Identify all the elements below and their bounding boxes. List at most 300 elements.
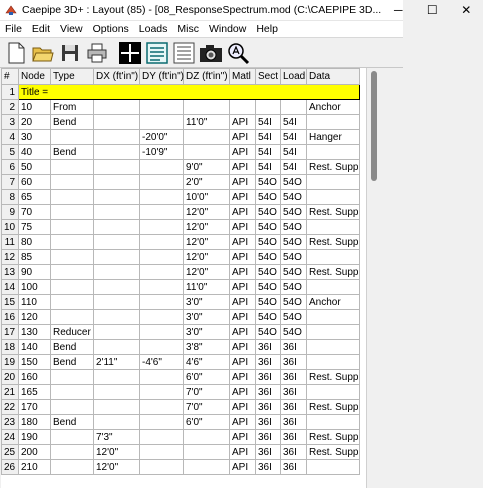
row-number: 7 — [2, 175, 19, 190]
cell-matl[interactable]: API — [230, 340, 256, 355]
cell-data[interactable] — [307, 460, 360, 475]
cell-dx[interactable] — [94, 370, 140, 385]
cell-sect[interactable]: 54O — [256, 220, 281, 235]
cell-type[interactable]: Bend — [51, 145, 94, 160]
cell-matl[interactable]: API — [230, 460, 256, 475]
cell-node[interactable]: 160 — [19, 370, 51, 385]
header-col-dz[interactable]: DZ (ft'in") — [184, 69, 230, 85]
cell-dz[interactable] — [184, 445, 230, 460]
menu-options[interactable]: Options — [92, 23, 129, 35]
list-detail-icon[interactable] — [171, 40, 197, 66]
cell-type[interactable]: Reducer — [51, 325, 94, 340]
camera-icon[interactable] — [198, 40, 224, 66]
menu-bar — [0, 21, 403, 38]
cell-type[interactable] — [51, 190, 94, 205]
header-col-data[interactable]: Data — [307, 69, 360, 85]
cell-dx[interactable] — [94, 130, 140, 145]
cell-type[interactable] — [51, 445, 94, 460]
cell-dx[interactable] — [94, 325, 140, 340]
cell-type[interactable]: From — [51, 100, 94, 115]
cell-sect[interactable]: 54O — [256, 280, 281, 295]
cell-dy[interactable] — [140, 295, 184, 310]
cell-sect[interactable]: 54I — [256, 130, 281, 145]
cell-sect[interactable]: 54O — [256, 175, 281, 190]
scroll-thumb[interactable] — [371, 71, 377, 181]
cell-dx[interactable] — [94, 205, 140, 220]
cell-load[interactable] — [281, 100, 307, 115]
cell-dy[interactable] — [140, 385, 184, 400]
cell-dy[interactable] — [140, 160, 184, 175]
cell-dz[interactable] — [184, 145, 230, 160]
cell-node[interactable]: 200 — [19, 445, 51, 460]
cell-dy[interactable] — [140, 445, 184, 460]
cell-dz[interactable]: 9'0" — [184, 160, 230, 175]
save-icon[interactable] — [57, 40, 83, 66]
cell-node[interactable]: 60 — [19, 175, 51, 190]
cell-node[interactable]: 50 — [19, 160, 51, 175]
header-col-matl[interactable]: Matl — [230, 69, 256, 85]
row-number: 5 — [2, 145, 19, 160]
cell-sect[interactable]: 54I — [256, 145, 281, 160]
cell-matl[interactable]: API — [230, 265, 256, 280]
cell-matl[interactable]: API — [230, 115, 256, 130]
title-bar — [0, 0, 472, 21]
cell-dx[interactable] — [94, 115, 140, 130]
cell-data[interactable] — [307, 190, 360, 205]
cell-load[interactable]: 54O — [281, 220, 307, 235]
cell-node[interactable]: 65 — [19, 190, 51, 205]
cell-node[interactable]: 75 — [19, 220, 51, 235]
cell-type[interactable] — [51, 460, 94, 475]
cell-data[interactable] — [307, 325, 360, 340]
cell-dx[interactable] — [94, 415, 140, 430]
row-number: 1 — [2, 85, 19, 100]
cell-sect[interactable]: 54I — [256, 160, 281, 175]
cell-dx[interactable]: 7'3" — [94, 430, 140, 445]
cell-matl[interactable]: API — [230, 160, 256, 175]
cell-sect[interactable]: 36I — [256, 430, 281, 445]
cell-type[interactable] — [51, 280, 94, 295]
cell-matl[interactable]: API — [230, 445, 256, 460]
close-button[interactable]: ✕ — [461, 3, 472, 17]
cell-dx[interactable] — [94, 385, 140, 400]
vertical-scrollbar[interactable] — [366, 68, 403, 488]
cell-data[interactable] — [307, 415, 360, 430]
cell-sect[interactable] — [256, 100, 281, 115]
row-number: 20 — [2, 370, 19, 385]
cell-dx[interactable]: 12'0" — [94, 460, 140, 475]
cell-load[interactable]: 54O — [281, 280, 307, 295]
header-col-load[interactable]: Load — [281, 69, 307, 85]
cell-sect[interactable]: 54O — [256, 295, 281, 310]
cell-node[interactable]: 90 — [19, 265, 51, 280]
cell-dy[interactable] — [140, 400, 184, 415]
window-title: Caepipe 3D+ : Layout (85) - [08_ResponseSpectrum.mod (C:\CAEPIPE 3D... — [22, 4, 382, 16]
cell-sect[interactable]: 36I — [256, 355, 281, 370]
cell-load[interactable]: 36I — [281, 385, 307, 400]
toolbar — [0, 38, 403, 68]
cell-matl[interactable]: API — [230, 355, 256, 370]
cell-sect[interactable]: 36I — [256, 415, 281, 430]
cell-dy[interactable]: -4'6" — [140, 355, 184, 370]
cell-dz[interactable] — [184, 460, 230, 475]
cell-dx[interactable] — [94, 400, 140, 415]
cell-node[interactable]: 120 — [19, 310, 51, 325]
cell-matl[interactable]: API — [230, 130, 256, 145]
row-number: 13 — [2, 265, 19, 280]
table-row — [2, 340, 360, 355]
cell-dy[interactable] — [140, 100, 184, 115]
cell-dy[interactable] — [140, 220, 184, 235]
cell-sect[interactable]: 36I — [256, 370, 281, 385]
cell-type[interactable] — [51, 130, 94, 145]
cell-dy[interactable] — [140, 370, 184, 385]
row-number: 15 — [2, 295, 19, 310]
cell-dy[interactable] — [140, 415, 184, 430]
cell-load[interactable]: 36I — [281, 370, 307, 385]
menu-view[interactable]: View — [60, 23, 83, 35]
cell-matl[interactable]: API — [230, 190, 256, 205]
cell-dy[interactable] — [140, 250, 184, 265]
cell-type[interactable]: Bend — [51, 115, 94, 130]
cell-matl[interactable]: API — [230, 415, 256, 430]
cell-load[interactable]: 54O — [281, 295, 307, 310]
cell-type[interactable] — [51, 400, 94, 415]
cell-matl[interactable]: API — [230, 295, 256, 310]
cell-matl[interactable]: API — [230, 430, 256, 445]
header-col-node[interactable]: Node — [19, 69, 51, 85]
cell-sect[interactable]: 36I — [256, 340, 281, 355]
cell-data[interactable] — [307, 115, 360, 130]
cell-node[interactable]: 100 — [19, 280, 51, 295]
cell-node[interactable]: 130 — [19, 325, 51, 340]
cell-matl[interactable]: API — [230, 310, 256, 325]
row-number: 3 — [2, 115, 19, 130]
cell-dz[interactable]: 12'0" — [184, 265, 230, 280]
cell-data[interactable]: Rest. Supp — [307, 205, 360, 220]
cell-dx[interactable] — [94, 250, 140, 265]
cell-dx[interactable] — [94, 175, 140, 190]
cell-dz[interactable] — [184, 130, 230, 145]
table-row — [2, 160, 360, 175]
menu-loads[interactable]: Loads — [138, 23, 168, 35]
cell-data[interactable]: Rest. Supp — [307, 400, 360, 415]
cell-node[interactable]: 40 — [19, 145, 51, 160]
cell-dz[interactable]: 3'0" — [184, 295, 230, 310]
cell-load[interactable]: 54O — [281, 205, 307, 220]
cell-node[interactable]: 20 — [19, 115, 51, 130]
cell-data[interactable] — [307, 250, 360, 265]
cell-load[interactable]: 54I — [281, 130, 307, 145]
cell-load[interactable]: 36I — [281, 355, 307, 370]
cell-dz[interactable]: 4'6" — [184, 355, 230, 370]
cell-dx[interactable] — [94, 295, 140, 310]
cell-load[interactable]: 54O — [281, 325, 307, 340]
cell-node[interactable]: 110 — [19, 295, 51, 310]
cell-dz[interactable]: 6'0" — [184, 415, 230, 430]
cell-data[interactable] — [307, 145, 360, 160]
cell-node[interactable]: 140 — [19, 340, 51, 355]
cell-sect[interactable]: 54O — [256, 205, 281, 220]
cell-matl[interactable]: API — [230, 400, 256, 415]
table-row — [2, 205, 360, 220]
cell-matl[interactable]: API — [230, 385, 256, 400]
cell-load[interactable]: 36I — [281, 460, 307, 475]
cell-type[interactable] — [51, 310, 94, 325]
cell-load[interactable]: 54O — [281, 250, 307, 265]
row-number: 14 — [2, 280, 19, 295]
menu-help[interactable]: Help — [256, 23, 278, 35]
table-row — [2, 130, 360, 145]
cell-dz[interactable]: 12'0" — [184, 250, 230, 265]
table-row — [2, 145, 360, 160]
menu-window[interactable]: Window — [208, 23, 247, 35]
cell-dx[interactable]: 12'0" — [94, 445, 140, 460]
row-number: 4 — [2, 130, 19, 145]
row-number: 11 — [2, 235, 19, 250]
cell-dx[interactable] — [94, 235, 140, 250]
cell-dz[interactable] — [184, 100, 230, 115]
table-row — [2, 100, 360, 115]
cell-dz[interactable]: 11'0" — [184, 280, 230, 295]
header-col-dy[interactable]: DY (ft'in") — [140, 69, 184, 85]
cell-sect[interactable]: 36I — [256, 400, 281, 415]
table-row — [2, 400, 360, 415]
cell-load[interactable]: 54I — [281, 145, 307, 160]
cell-node[interactable]: 210 — [19, 460, 51, 475]
cell-dx[interactable] — [94, 280, 140, 295]
cell-sect[interactable]: 36I — [256, 445, 281, 460]
cell-dx[interactable]: 2'11" — [94, 355, 140, 370]
cell-dz[interactable]: 6'0" — [184, 370, 230, 385]
cell-matl[interactable]: API — [230, 145, 256, 160]
cell-matl[interactable]: API — [230, 175, 256, 190]
cell-type[interactable]: Bend — [51, 415, 94, 430]
row-number: 22 — [2, 400, 19, 415]
cell-data[interactable]: Rest. Supp — [307, 445, 360, 460]
cell-matl[interactable]: API — [230, 220, 256, 235]
cell-load[interactable]: 54O — [281, 310, 307, 325]
table-row — [2, 250, 360, 265]
cell-sect[interactable]: 54O — [256, 325, 281, 340]
cell-dy[interactable]: -20'0" — [140, 130, 184, 145]
cell-matl[interactable]: API — [230, 325, 256, 340]
cell-dx[interactable] — [94, 220, 140, 235]
list-view-icon[interactable] — [144, 40, 170, 66]
cell-data[interactable] — [307, 340, 360, 355]
cell-type[interactable] — [51, 205, 94, 220]
row-number: 10 — [2, 220, 19, 235]
cell-type[interactable]: Bend — [51, 355, 94, 370]
cell-matl[interactable]: API — [230, 370, 256, 385]
cell-data[interactable] — [307, 175, 360, 190]
cell-dy[interactable] — [140, 205, 184, 220]
cell-dz[interactable]: 12'0" — [184, 220, 230, 235]
cell-node[interactable]: 170 — [19, 400, 51, 415]
cell-dz[interactable]: 7'0" — [184, 385, 230, 400]
cell-type[interactable] — [51, 370, 94, 385]
cell-type[interactable] — [51, 265, 94, 280]
cell-load[interactable]: 36I — [281, 430, 307, 445]
cell-dy[interactable] — [140, 280, 184, 295]
cell-node[interactable]: 10 — [19, 100, 51, 115]
cell-dz[interactable]: 3'0" — [184, 310, 230, 325]
cell-matl[interactable] — [230, 100, 256, 115]
table-row — [2, 280, 360, 295]
cell-load[interactable]: 54O — [281, 190, 307, 205]
open-folder-icon[interactable] — [30, 40, 56, 66]
cell-matl[interactable]: API — [230, 280, 256, 295]
cell-dx[interactable] — [94, 145, 140, 160]
cell-type[interactable]: Bend — [51, 340, 94, 355]
minimize-button[interactable]: ─ — [393, 3, 403, 17]
cell-node[interactable]: 180 — [19, 415, 51, 430]
cell-sect[interactable]: 36I — [256, 460, 281, 475]
cell-dz[interactable]: 12'0" — [184, 235, 230, 250]
cell-data[interactable]: Rest. Supp — [307, 235, 360, 250]
row-number: 18 — [2, 340, 19, 355]
cell-matl[interactable]: API — [230, 250, 256, 265]
header-col-sect[interactable]: Sect — [256, 69, 281, 85]
cell-node[interactable]: 70 — [19, 205, 51, 220]
cell-dz[interactable] — [184, 430, 230, 445]
cell-sect[interactable]: 54O — [256, 190, 281, 205]
zoom-icon[interactable] — [225, 40, 251, 66]
cell-type[interactable] — [51, 430, 94, 445]
cell-dy[interactable] — [140, 175, 184, 190]
cell-load[interactable]: 36I — [281, 340, 307, 355]
cell-dz[interactable]: 2'0" — [184, 175, 230, 190]
table-row — [2, 265, 360, 280]
grid-crosshair-icon[interactable] — [117, 40, 143, 66]
cell-dx[interactable] — [94, 190, 140, 205]
cell-dz[interactable]: 11'0" — [184, 115, 230, 130]
cell-sect[interactable]: 54O — [256, 250, 281, 265]
cell-type[interactable] — [51, 385, 94, 400]
table-row — [2, 115, 360, 130]
title-row — [2, 85, 360, 100]
table-row — [2, 385, 360, 400]
cell-dy[interactable] — [140, 235, 184, 250]
cell-dy[interactable] — [140, 190, 184, 205]
cell-data[interactable]: Rest. Supp — [307, 160, 360, 175]
cell-load[interactable]: 54O — [281, 235, 307, 250]
cell-node[interactable]: 30 — [19, 130, 51, 145]
cell-dy[interactable] — [140, 325, 184, 340]
cell-load[interactable]: 54O — [281, 175, 307, 190]
cell-type[interactable] — [51, 175, 94, 190]
cell-type[interactable] — [51, 295, 94, 310]
cell-load[interactable]: 54I — [281, 160, 307, 175]
cell-data[interactable] — [307, 385, 360, 400]
cell-sect[interactable]: 54O — [256, 265, 281, 280]
menu-edit[interactable]: Edit — [31, 23, 51, 35]
cell-node[interactable]: 85 — [19, 250, 51, 265]
table-row — [2, 295, 360, 310]
cell-dy[interactable] — [140, 430, 184, 445]
table-row — [2, 175, 360, 190]
cell-data[interactable]: Anchor — [307, 295, 360, 310]
cell-dy[interactable] — [140, 460, 184, 475]
column-header-row — [2, 69, 360, 85]
cell-sect[interactable]: 54I — [256, 115, 281, 130]
cell-sect[interactable]: 54O — [256, 310, 281, 325]
cell-dx[interactable] — [94, 100, 140, 115]
cell-sect[interactable]: 54O — [256, 235, 281, 250]
cell-type[interactable] — [51, 160, 94, 175]
title-cell[interactable]: Title = — [19, 85, 360, 100]
cell-data[interactable] — [307, 310, 360, 325]
menu-file[interactable]: File — [5, 23, 22, 35]
cell-data[interactable] — [307, 220, 360, 235]
row-number: 25 — [2, 445, 19, 460]
cell-node[interactable]: 80 — [19, 235, 51, 250]
header-col-type[interactable]: Type — [51, 69, 94, 85]
cell-type[interactable] — [51, 250, 94, 265]
cell-type[interactable] — [51, 220, 94, 235]
cell-load[interactable]: 54I — [281, 115, 307, 130]
cell-dx[interactable] — [94, 310, 140, 325]
cell-dz[interactable]: 3'8" — [184, 340, 230, 355]
cell-dy[interactable]: -10'9" — [140, 145, 184, 160]
cell-node[interactable]: 190 — [19, 430, 51, 445]
header-col-dx[interactable]: DX (ft'in") — [94, 69, 140, 85]
cell-dx[interactable] — [94, 265, 140, 280]
cell-node[interactable]: 150 — [19, 355, 51, 370]
row-number: 2 — [2, 100, 19, 115]
cell-load[interactable]: 54O — [281, 265, 307, 280]
maximize-button[interactable]: ☐ — [426, 3, 438, 17]
header-col-num[interactable]: # — [2, 69, 19, 85]
print-icon[interactable] — [84, 40, 110, 66]
cell-type[interactable] — [51, 235, 94, 250]
cell-dx[interactable] — [94, 340, 140, 355]
cell-load[interactable]: 36I — [281, 415, 307, 430]
cell-dx[interactable] — [94, 160, 140, 175]
cell-dy[interactable] — [140, 265, 184, 280]
cell-matl[interactable]: API — [230, 205, 256, 220]
cell-dy[interactable] — [140, 115, 184, 130]
cell-node[interactable]: 165 — [19, 385, 51, 400]
cell-data[interactable]: Rest. Supp — [307, 265, 360, 280]
cell-dz[interactable]: 7'0" — [184, 400, 230, 415]
cell-matl[interactable]: API — [230, 235, 256, 250]
cell-load[interactable]: 36I — [281, 400, 307, 415]
cell-data[interactable]: Rest. Supp — [307, 370, 360, 385]
menu-misc[interactable]: Misc — [177, 23, 199, 35]
cell-dy[interactable] — [140, 340, 184, 355]
cell-sect[interactable]: 36I — [256, 385, 281, 400]
cell-data[interactable]: Anchor — [307, 100, 360, 115]
cell-data[interactable] — [307, 280, 360, 295]
cell-data[interactable]: Rest. Supp — [307, 430, 360, 445]
row-number: 23 — [2, 415, 19, 430]
table-row — [2, 370, 360, 385]
layout-spreadsheet — [1, 68, 366, 488]
cell-dz[interactable]: 12'0" — [184, 205, 230, 220]
cell-dz[interactable]: 10'0" — [184, 190, 230, 205]
new-file-icon[interactable] — [3, 40, 29, 66]
cell-data[interactable]: Hanger — [307, 130, 360, 145]
row-number: 16 — [2, 310, 19, 325]
row-number: 12 — [2, 250, 19, 265]
row-number: 6 — [2, 160, 19, 175]
cell-dz[interactable]: 3'0" — [184, 325, 230, 340]
cell-load[interactable]: 36I — [281, 445, 307, 460]
row-number: 26 — [2, 460, 19, 475]
cell-dy[interactable] — [140, 310, 184, 325]
cell-data[interactable] — [307, 355, 360, 370]
